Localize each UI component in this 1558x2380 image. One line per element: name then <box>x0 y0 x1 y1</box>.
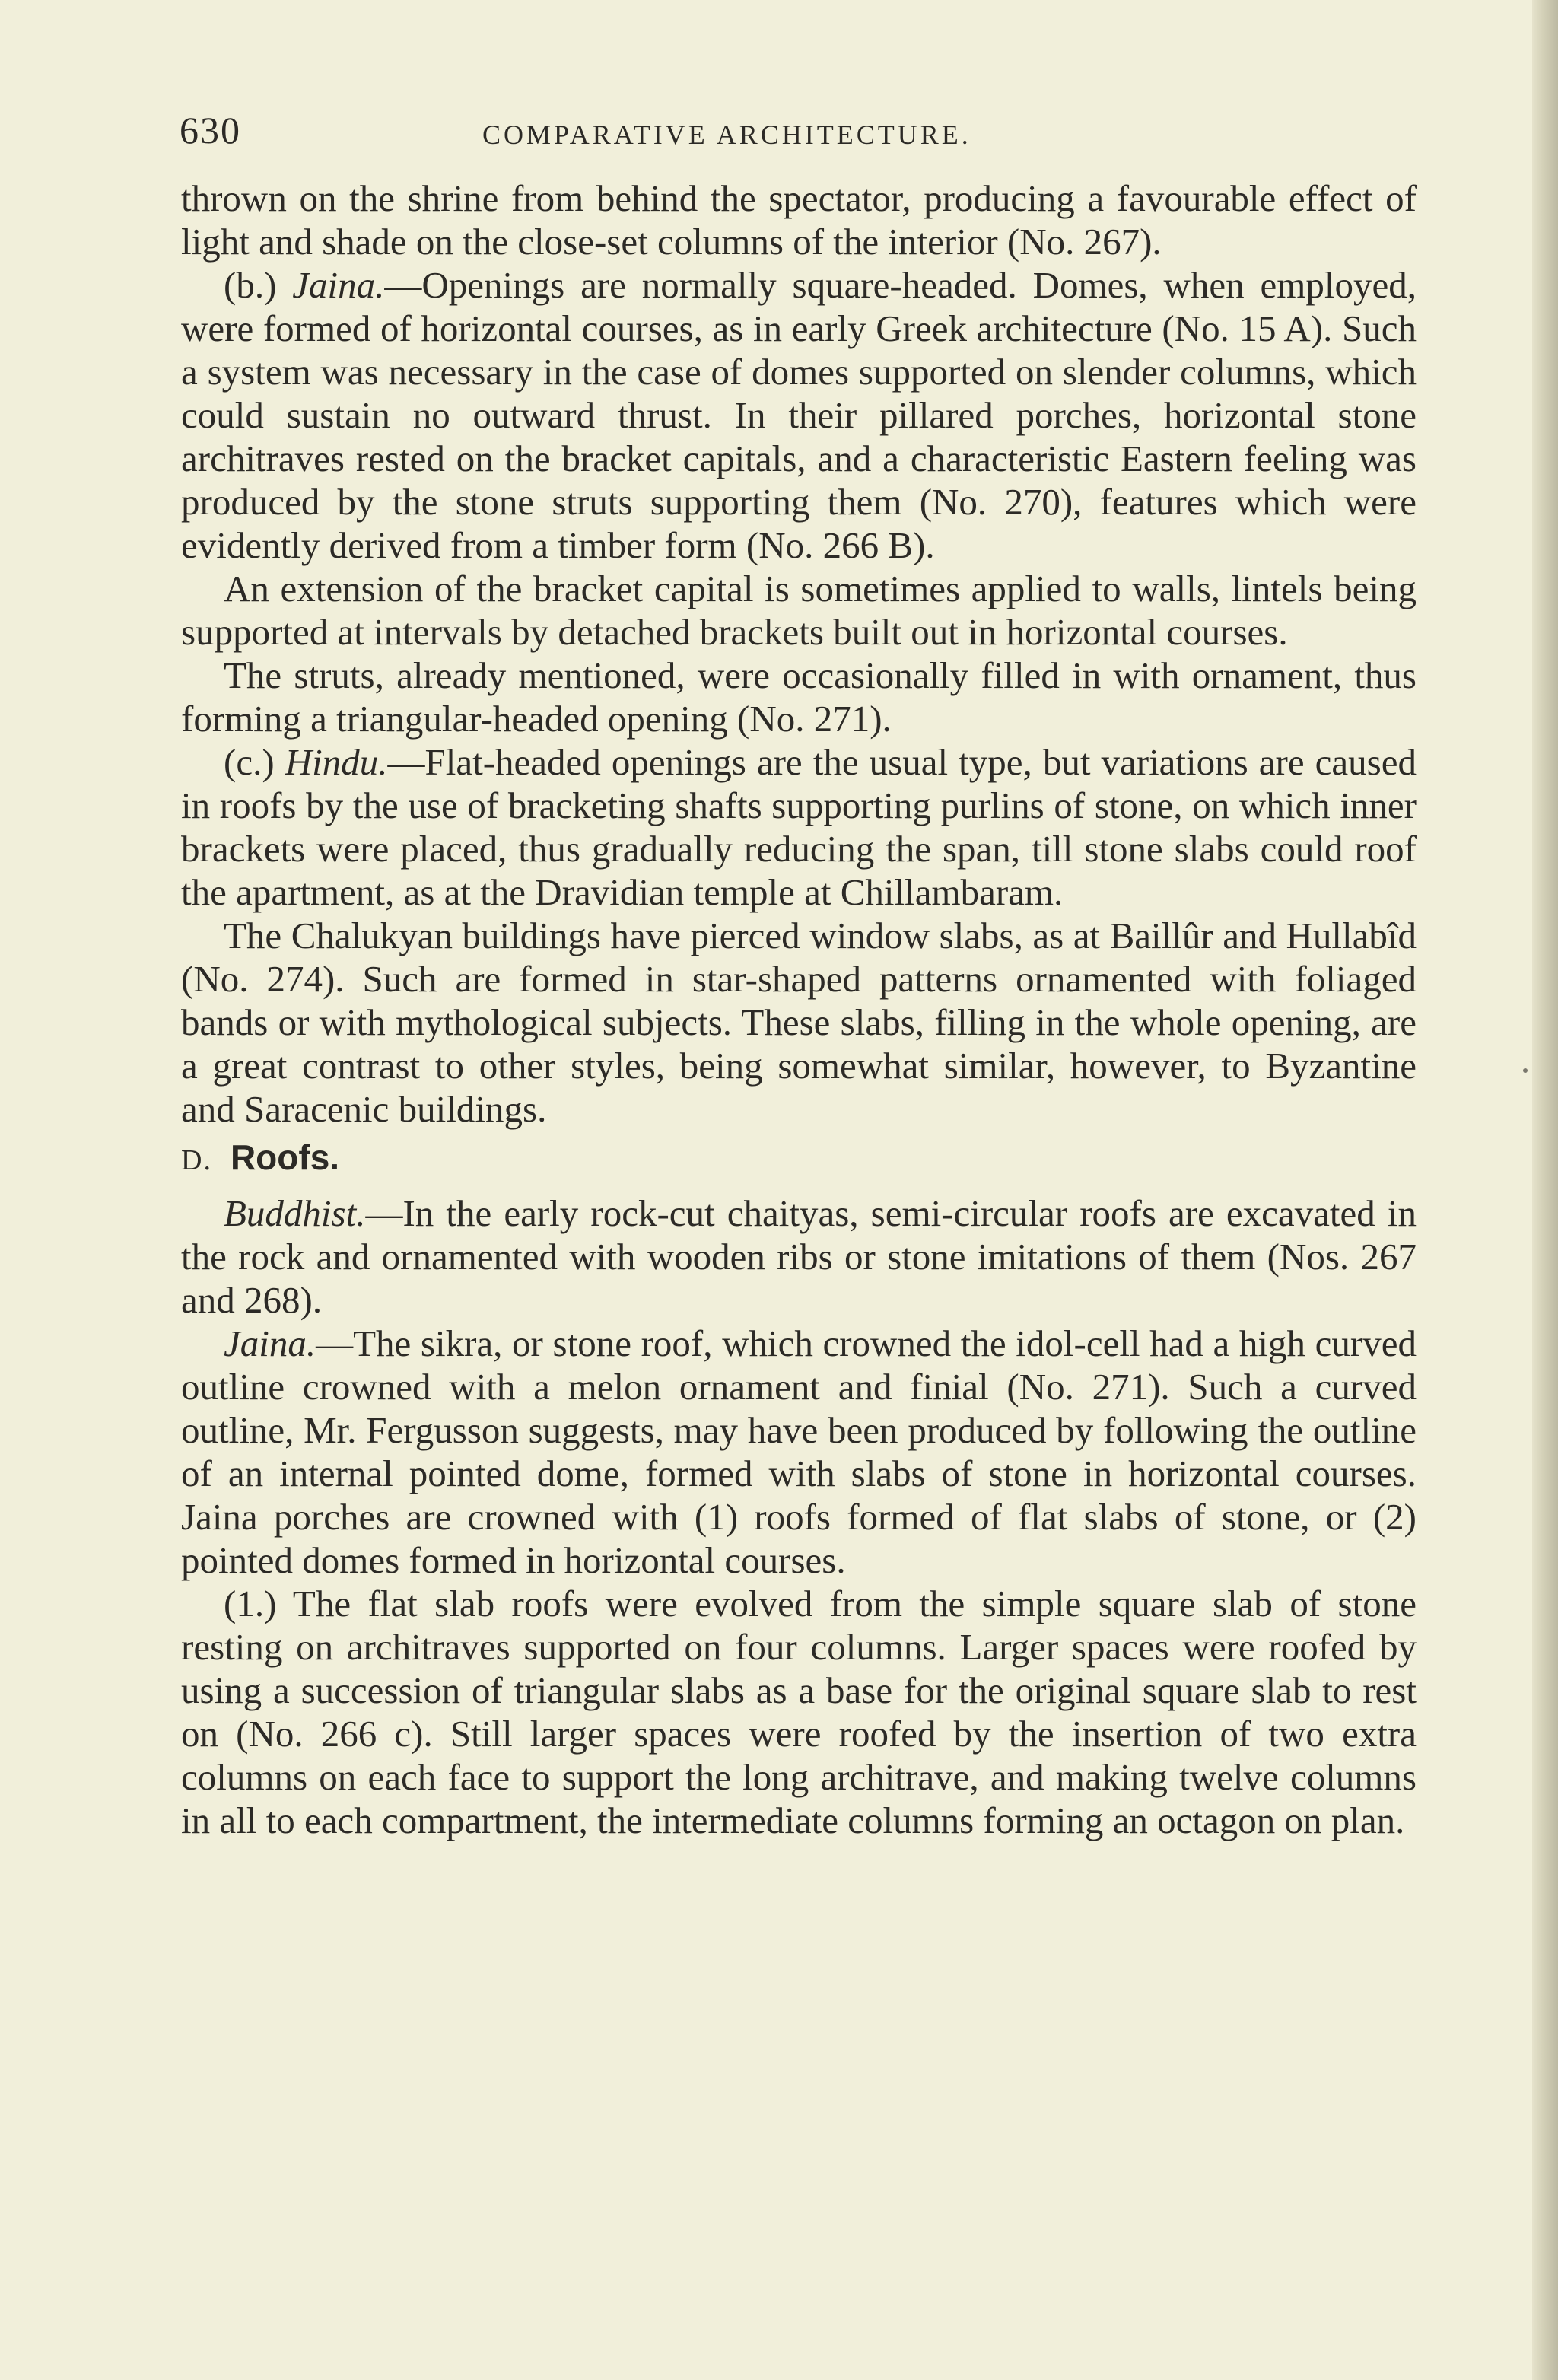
page-header <box>180 108 1382 161</box>
paragraph-struts: The struts, already mentioned, were occasionally filled in with ornament, thus forming a triangular-headed opening (No. 271). <box>181 654 1417 740</box>
paragraph-label: (b.) <box>224 264 277 306</box>
paragraph-hindu-openings: (c.) Hindu.—Flat-headed openings are the usual type, but variations are caused in roofs by the use of bracketing shafts supporting purlins of stone, on which inner brackets were placed, thus gradually reducing the span, till stone slabs could roof the apartment, as at the Dravidian temple at Chillambaram. <box>181 741 1417 913</box>
section-heading-roofs <box>181 1137 1417 1187</box>
paragraph-continuation: thrown on the shrine from behind the spectator, producing a favourable effect of light and shade on the close-set columns of the interior (No. 267). <box>181 177 1417 262</box>
section-letter: D. <box>181 1144 212 1176</box>
page-number: 630 <box>180 109 241 151</box>
page-edge-shadow <box>1532 0 1558 2380</box>
paragraph-heading: Jaina. <box>224 1322 316 1364</box>
paragraph-buddhist-roofs: Buddhist.—In the early rock-cut chaityas, semi-circular roofs are excavated in the rock and ornamented with wooden ribs or stone imitations of them (Nos. 267 and 268). <box>181 1192 1417 1321</box>
margin-dot <box>1523 1068 1528 1073</box>
paragraph-heading: Buddhist. <box>224 1192 366 1234</box>
body-text <box>181 177 1417 1842</box>
paragraph-jaina-openings: (b.) Jaina.—Openings are normally square-headed. Domes, when employed, were formed of horizontal courses, as in early Greek architecture (No. 15 A). Such a system was necessary in the case of domes supported on slender columns, which could sustain no outward thrust. In their pillared porches, horizontal stone architraves rested on the bracket capitals, and a characteristic Eastern feeling was produced by the stone struts supporting them (No. 270), features which were evidently derived from a timber form (No. 266 B). <box>181 264 1417 566</box>
paragraph-jaina-roofs: Jaina.—The sikra, or stone roof, which crowned the idol-cell had a high curved outline crowned with a melon ornament and finial (No. 271). Such a curved outline, Mr. Fergusson suggests, may have been produced by following the outline of an internal pointed dome, formed with slabs of stone in horizontal courses. Jaina porches are crowned with (1) roofs formed of flat slabs of stone, or (2) pointed domes formed in horizontal courses. <box>181 1322 1417 1581</box>
paragraph-heading: Jaina. <box>292 264 385 306</box>
paragraph-heading: Hindu. <box>285 741 388 783</box>
paragraph-label: (c.) <box>224 741 275 783</box>
paragraph-bracket-capital: An extension of the bracket capital is sometimes applied to walls, lintels being supported at intervals by detached brackets built out in horizontal courses. <box>181 568 1417 653</box>
paragraph-chalukyan: The Chalukyan buildings have pierced window slabs, as at Baillûr and Hullabîd (No. 274). Such are formed in star-shaped patterns ornamented with foliaged bands or with mythological subjects. These slabs, filling in the whole opening, are a great contrast to other styles, being somewhat similar, however, to Byzantine and Saracenic buildings. <box>181 915 1417 1130</box>
section-title: Roofs. <box>230 1138 340 1177</box>
paragraph-flat-slab-roofs: (1.) The flat slab roofs were evolved from the simple square slab of stone resting on architraves supported on four columns. Larger spaces were roofed by using a succession of triangular slabs as a base for the original square slab to rest on (No. 266 c). Still larger spaces were roofed by the insertion of two extra columns on each face to support the long architrave, and making twelve columns in all to each compartment, the intermediate columns forming an octagon on plan. <box>181 1583 1417 1841</box>
running-head: COMPARATIVE ARCHITECTURE. <box>482 119 971 150</box>
